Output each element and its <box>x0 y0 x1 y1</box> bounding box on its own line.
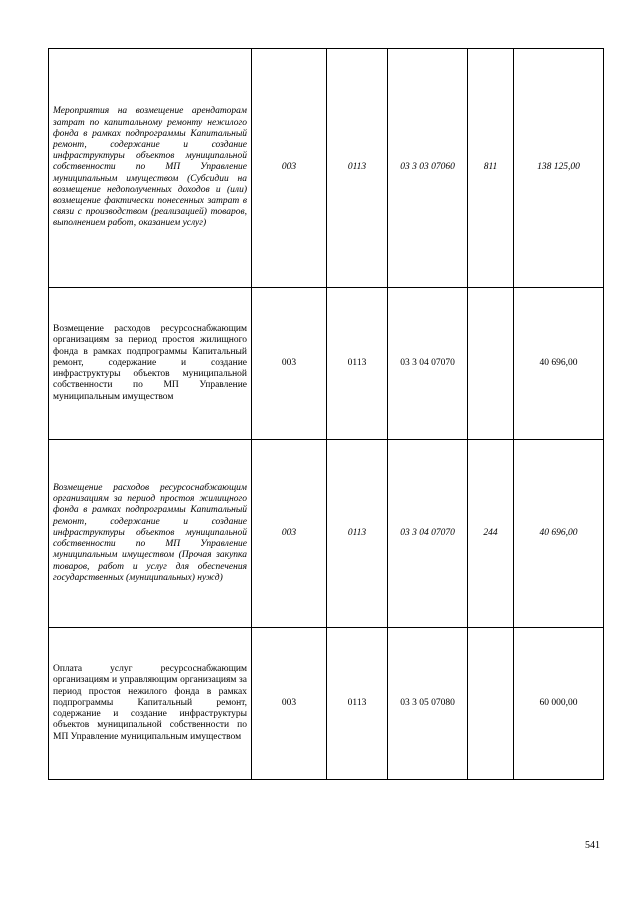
row-description: Оплата услуг ресурсоснабжающим организациям и управляющим организациям за период простоя нежилого фонда в рамках подпрограммы Капитальный ремонт, содержание и создание инфраструктуры объектов муниципальной собственности по МП Управление муниципальным имуществом <box>49 628 252 780</box>
row-amount: 138 125,00 <box>514 49 604 288</box>
row-section: 0113 <box>327 440 388 628</box>
row-code: 003 <box>252 440 327 628</box>
row-section: 0113 <box>327 49 388 288</box>
row-code: 003 <box>252 49 327 288</box>
row-target-article: 03 3 04 07070 <box>388 288 468 440</box>
row-section: 0113 <box>327 628 388 780</box>
row-description: Возмещение расходов ресурсоснабжающим организациям за период простоя жилищного фонда в рамках подпрограммы Капитальный ремонт, содержание и создание инфраструктуры объектов муниципальной собственности по МП Управление муниципальным имуществом (Прочая закупка товаров, работ и услуг для обеспечения государственных (муниципальных) нужд) <box>49 440 252 628</box>
row-amount: 40 696,00 <box>514 440 604 628</box>
row-expense-type: 244 <box>468 440 514 628</box>
row-amount: 40 696,00 <box>514 288 604 440</box>
row-section: 0113 <box>327 288 388 440</box>
row-description: Возмещение расходов ресурсоснабжающим организациям за период простоя жилищного фонда в рамках подпрограммы Капитальный ремонт, содержание и создание инфраструктуры объектов муниципальной собственности по МП Управление муниципальным имуществом <box>49 288 252 440</box>
row-target-article: 03 3 03 07060 <box>388 49 468 288</box>
row-expense-type <box>468 288 514 440</box>
table-row <box>49 49 604 288</box>
budget-table <box>48 48 604 780</box>
row-target-article: 03 3 05 07080 <box>388 628 468 780</box>
row-description: Мероприятия на возмещение арендаторам затрат по капитальному ремонту нежилого фонда в рамках подпрограммы Капитальный ремонт, содержание и создание инфраструктуры объектов муниципальной собственности по МП Управление муниципальным имуществом (Субсидии на возмещение недополученных доходов и (или) возмещение фактически понесенных затрат в связи с производством (реализацией) товаров, выполнением работ, оказанием услуг) <box>49 49 252 288</box>
table-row <box>49 288 604 440</box>
row-expense-type: 811 <box>468 49 514 288</box>
row-expense-type <box>468 628 514 780</box>
row-code: 003 <box>252 628 327 780</box>
table-row <box>49 440 604 628</box>
row-code: 003 <box>252 288 327 440</box>
row-amount: 60 000,00 <box>514 628 604 780</box>
table-row <box>49 628 604 780</box>
row-target-article: 03 3 04 07070 <box>388 440 468 628</box>
page-number: 541 <box>585 840 600 851</box>
